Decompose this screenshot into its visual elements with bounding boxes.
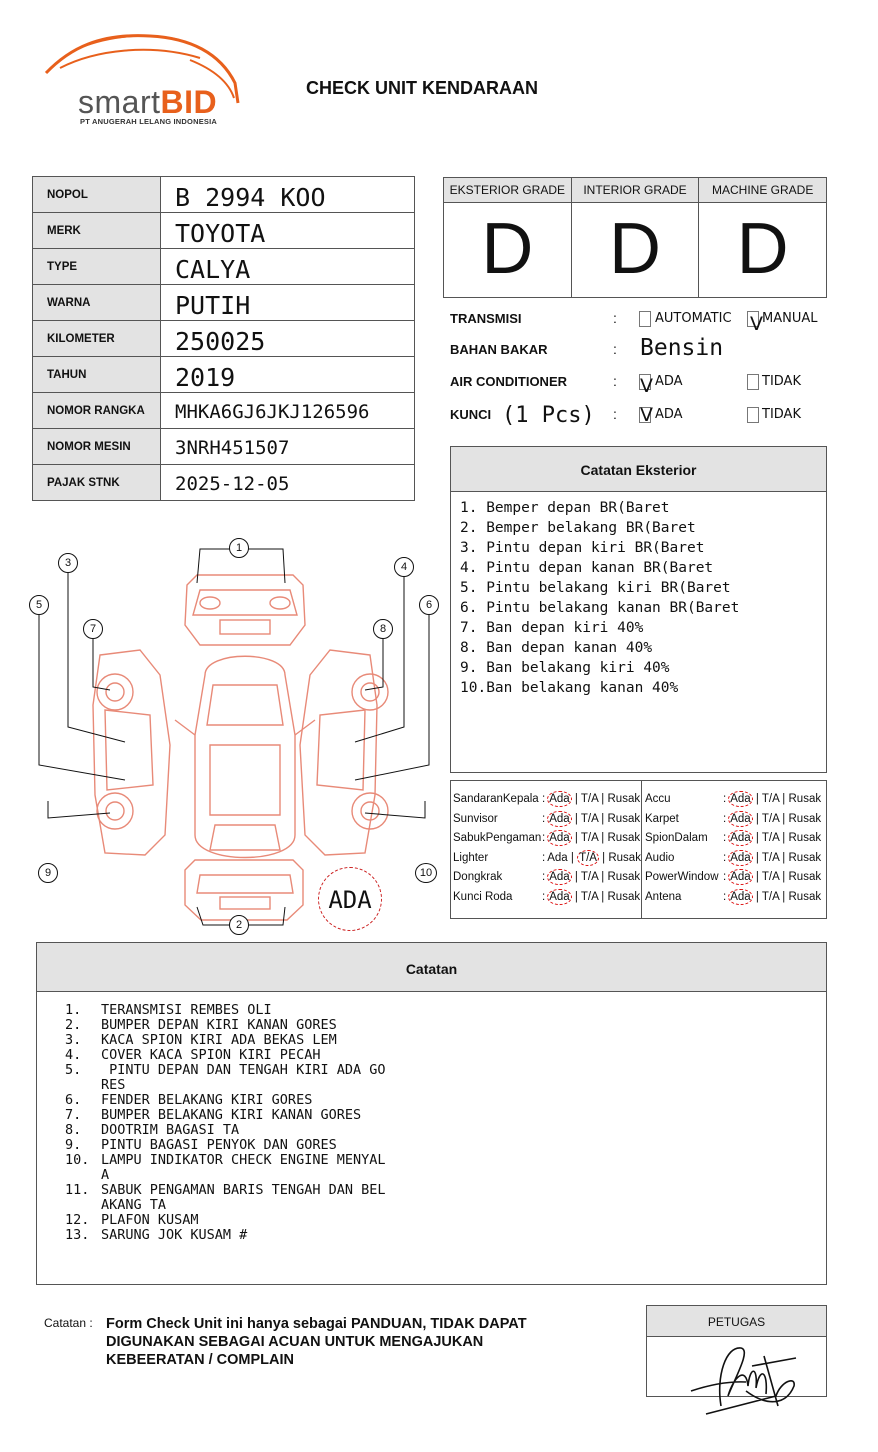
automatic-option-label: AUTOMATIC [655,311,732,326]
bahan-bakar-label: BAHAN BAKAR [450,342,548,357]
footer-disclaimer: Form Check Unit ini hanya sebagai PANDUAN, TIDAK DAPAT DIGUNAKAN SEBAGAI ACUAN UNTUK MENGAJUKAN KEBEERATAN / COMPLAIN [106,1316,527,1368]
checklist-item-name: Lighter [453,851,489,864]
checklist-options [723,868,821,888]
catatan-line-text: SARUNG JOK KUSAM # [101,1227,248,1243]
option-separator: | [598,890,608,903]
vehicle-value: 2025-12-05 [161,465,415,501]
option-ada[interactable]: Ada [730,890,751,903]
option-ta[interactable]: T/A [761,793,780,805]
option-separator: | [571,832,581,844]
option-rusak[interactable]: Rusak [607,812,641,825]
option-ada[interactable]: Ada [549,812,570,825]
vehicle-row-tahun [33,357,415,393]
catatan-line [65,1213,826,1228]
document-title: CHECK UNIT KENDARAAN [306,78,538,98]
vehicle-label: PAJAK STNK [33,465,161,501]
catatan-line-number: 7. [65,1107,82,1123]
catatan-line-number: 12. [65,1212,90,1228]
exterior-note-item: 4. Pintu depan kanan BR(Baret [460,560,714,576]
vehicle-label: TAHUN [33,357,161,393]
catatan-line-number: 9. [65,1137,82,1153]
manual-option-label: MANUAL [762,311,818,326]
interior-checklist-panel [450,780,827,919]
catatan-line-number: 5. [65,1062,82,1078]
colon: : [613,310,617,326]
grade-label: INTERIOR GRADE [572,178,699,203]
catatan-line-text: RES [101,1077,126,1093]
checklist-options [542,810,640,830]
catatan-line [65,1063,826,1078]
checklist-row [645,888,825,908]
option-separator: | [567,851,578,864]
ac-tidak-label: TIDAK [762,374,801,389]
kunci-tidak-label: TIDAK [762,407,801,422]
colon: : [542,851,546,864]
logo-company-name: PT ANUGERAH LELANG INDONESIA [80,117,217,126]
checklist-row [645,868,825,888]
option-ta[interactable]: T/A [579,851,597,864]
grade-exterior [444,178,572,297]
checklist-options [723,829,821,849]
option-ta[interactable]: T/A [761,871,780,883]
transmisi-label: TRANSMISI [450,311,522,326]
option-separator: | [598,832,608,844]
checklist-item-name: Accu [645,793,671,805]
vehicle-value: 250025 [161,321,415,357]
exterior-note-item: 10.Ban belakang kanan 40% [460,680,679,696]
option-ta[interactable]: T/A [761,851,780,864]
option-ta[interactable]: T/A [761,832,780,844]
vehicle-value: 3NRH451507 [161,429,415,465]
grade-machine [699,178,826,297]
grade-label: EKSTERIOR GRADE [444,178,571,203]
callout-6: 6 [419,595,439,615]
catatan-line [65,1108,826,1123]
vehicle-row-nomor-rangka [33,393,415,429]
checklist-item-name: Audio [645,851,675,864]
catatan-line-number: 4. [65,1047,82,1063]
catatan-line-number [65,1168,101,1183]
vehicle-label: NOMOR MESIN [33,429,161,465]
vehicle-row-merk [33,213,415,249]
grade-value: D [736,209,789,289]
option-ada[interactable]: Ada [730,793,751,805]
option-rusak[interactable]: Rusak [788,812,822,825]
grade-value: D [481,209,534,289]
catatan-line-number: 6. [65,1092,82,1108]
checklist-item-name: SpionDalam [645,832,708,844]
option-ta[interactable]: T/A [580,812,599,825]
vehicle-row-warna [33,285,415,321]
catatan-line-number: 2. [65,1017,82,1033]
option-separator: | [598,812,608,825]
colon: : [723,812,727,825]
exterior-note-item: 3. Pintu depan kiri BR(Baret [460,540,705,556]
vehicle-label: KILOMETER [33,321,161,357]
kunci-count: (1 Pcs) [502,403,595,428]
colon: : [542,871,546,883]
option-separator: | [752,851,762,864]
option-ta[interactable]: T/A [580,871,599,883]
checklist-item-name: Karpet [645,812,679,825]
option-rusak[interactable]: Rusak [607,832,641,844]
vehicle-label: WARNA [33,285,161,321]
vehicle-label: MERK [33,213,161,249]
logo-wordmark: smartBID [78,84,218,120]
checklist-options [542,868,640,888]
exterior-note-item: 6. Pintu belakang kanan BR(Baret [460,600,740,616]
catatan-line-text: BUMPER DEPAN KIRI KANAN GORES [101,1017,337,1033]
callout-1: 1 [229,538,249,558]
colon: : [723,890,727,903]
catatan-line [65,1168,826,1183]
catatan-line-text: SABUK PENGAMAN BARIS TENGAH DAN BEL [101,1182,386,1198]
catatan-line [65,1018,826,1033]
exterior-notes-title: Catatan Eksterior [451,447,826,492]
catatan-line-text: PLAFON KUSAM [101,1212,199,1228]
vehicle-value: MHKA6GJ6JKJ126596 [161,393,415,429]
ac-label: AIR CONDITIONER [450,374,567,389]
colon: : [613,406,617,422]
option-separator: | [779,812,789,825]
catatan-title: Catatan [37,943,826,992]
checklist-row [645,810,825,830]
catatan-line-number: 1. [65,1002,82,1018]
vehicle-row-nomor-mesin [33,429,415,465]
vehicle-info-table [32,176,415,501]
checklist-item-name: Kunci Roda [453,890,513,903]
checklist-row [453,829,641,849]
option-separator: | [779,793,789,805]
catatan-line-text: A [101,1167,110,1183]
callout-10: 10 [415,863,437,883]
option-separator: | [779,890,789,903]
option-rusak[interactable]: Rusak [788,851,822,864]
exterior-note-item: 7. Ban depan kiri 40% [460,620,644,636]
catatan-line [65,1228,826,1243]
kunci-ada-label: ADA [655,407,683,422]
catatan-line-number: 10. [65,1152,90,1168]
option-ada[interactable]: Ada [549,832,570,844]
checklist-item-name: SandaranKepala [453,793,539,805]
catatan-line-text: AKANG TA [101,1197,167,1213]
option-ada[interactable]: Ada [549,890,570,903]
vehicle-value: 2019 [161,357,415,393]
option-separator: | [752,832,762,844]
checklist-row [453,849,641,869]
catatan-line [65,1033,826,1048]
petugas-label: PETUGAS [647,1306,826,1337]
catatan-line-text: FENDER BELAKANG KIRI GORES [101,1092,313,1108]
option-ada[interactable]: Ada [547,851,568,864]
option-separator: | [752,871,762,883]
catatan-line [65,1198,826,1213]
catatan-line-number [65,1198,101,1213]
checklist-right-column [645,790,825,907]
checklist-row [645,829,825,849]
vehicle-label: NOMOR RANGKA [33,393,161,429]
car-damage-diagram [25,535,445,940]
option-ta[interactable]: T/A [761,890,780,903]
option-rusak[interactable]: Rusak [788,793,822,805]
checklist-item-name: SabukPengaman [453,832,542,844]
catatan-line-number: 13. [65,1227,90,1243]
checklist-row [645,849,825,869]
option-ada[interactable]: Ada [730,871,751,883]
check-mark-icon: V [750,313,763,335]
option-separator: | [779,851,789,864]
callout-4: 4 [394,557,414,577]
checklist-options [542,790,640,810]
exterior-note-item: 2. Bemper belakang BR(Baret [460,520,696,536]
ada-stamp: ADA [318,867,382,931]
option-rusak[interactable]: Rusak [607,793,641,805]
catatan-line-text: BUMPER BELAKANG KIRI KANAN GORES [101,1107,362,1123]
colon: : [542,832,546,844]
checklist-options [723,790,821,810]
checklist-options [723,810,821,830]
catatan-line [65,1123,826,1138]
checklist-options [723,888,821,908]
option-separator: | [598,793,608,805]
option-ta[interactable]: T/A [580,832,599,844]
catatan-line [65,1093,826,1108]
vehicle-row-kilometer [33,321,415,357]
callout-7: 7 [83,619,103,639]
colon: : [723,793,727,805]
vehicle-row-type [33,249,415,285]
checklist-options [542,829,640,849]
option-separator: | [598,851,609,864]
checklist-left-column [453,790,641,907]
exterior-note-item: 1. Bemper depan BR(Baret [460,500,670,516]
option-separator: | [752,812,762,825]
option-ta[interactable]: T/A [761,812,780,825]
catatan-line [65,1138,826,1153]
vehicle-value: CALYA [161,249,415,285]
option-ada[interactable]: Ada [730,812,751,825]
vehicle-label: NOPOL [33,177,161,213]
callout-9: 9 [38,863,58,883]
signature-icon [686,1336,802,1418]
option-separator: | [571,812,581,825]
callout-3: 3 [58,553,78,573]
callout-8: 8 [373,619,393,639]
checklist-divider [641,781,642,918]
checklist-row [453,810,641,830]
checklist-row [453,868,641,888]
catatan-line-number [65,1078,101,1093]
option-rusak[interactable]: Rusak [607,890,641,903]
catatan-line-number: 3. [65,1032,82,1048]
option-rusak[interactable]: Rusak [607,871,641,883]
catatan-line [65,1183,826,1198]
grade-interior [572,178,700,297]
option-ada[interactable]: Ada [730,851,751,864]
grades-panel [443,177,827,298]
callout-2: 2 [229,915,249,935]
automatic-checkbox[interactable] [639,311,651,327]
ac-ada-label: ADA [655,374,683,389]
exterior-note-item: 9. Ban belakang kiri 40% [460,660,670,676]
check-mark-icon: V [640,404,653,426]
option-rusak[interactable]: Rusak [608,851,641,864]
option-ada[interactable]: Ada [730,832,751,844]
option-ada[interactable]: Ada [549,871,570,883]
checklist-item-name: PowerWindow [645,871,719,883]
option-separator: | [571,793,581,805]
catatan-line-text: DOOTRIM BAGASI TA [101,1122,240,1138]
option-ada[interactable]: Ada [549,793,570,805]
vehicle-row-pajak-stnk [33,465,415,501]
catatan-line-text: TERANSMISI REMBES OLI [101,1002,272,1018]
kunci-tidak-checkbox[interactable] [747,407,759,423]
option-separator: | [752,793,762,805]
catatan-list [37,992,826,1243]
ac-tidak-checkbox[interactable] [747,374,759,390]
vehicle-label: TYPE [33,249,161,285]
vehicle-value: PUTIH [161,285,415,321]
checklist-options [542,888,640,908]
colon: : [613,341,617,357]
vehicle-row-nopol [33,177,415,213]
option-separator: | [779,832,789,844]
exterior-notes-list [451,492,826,698]
colon: : [723,851,727,864]
option-rusak[interactable]: Rusak [788,871,822,883]
footer-label: Catatan : [44,1316,93,1330]
checklist-item-name: Antena [645,890,682,903]
option-separator: | [571,890,581,903]
catatan-line [65,1003,826,1018]
exterior-note-item: 5. Pintu belakang kiri BR(Baret [460,580,731,596]
catatan-line-text: KACA SPION KIRI ADA BEKAS LEM [101,1032,337,1048]
catatan-line-number: 8. [65,1122,82,1138]
checklist-row [453,888,641,908]
catatan-line [65,1048,826,1063]
exterior-notes-panel [450,446,827,773]
checklist-options [723,849,821,869]
exterior-note-item: 8. Ban depan kanan 40% [460,640,653,656]
checklist-item-name: Dongkrak [453,871,503,883]
catatan-line-text: LAMPU INDIKATOR CHECK ENGINE MENYAL [101,1152,386,1168]
catatan-panel [36,942,827,1285]
grade-value: D [609,209,661,289]
catatan-line [65,1153,826,1168]
kunci-label: KUNCI [450,407,492,422]
colon: : [542,812,546,825]
checklist-item-name: Sunvisor [453,812,498,825]
colon: : [723,832,727,844]
grade-label: MACHINE GRADE [699,178,826,203]
catatan-line-text: COVER KACA SPION KIRI PECAH [101,1047,321,1063]
checklist-row [453,790,641,810]
option-separator: | [752,890,762,903]
colon: : [723,871,727,883]
option-rusak[interactable]: Rusak [788,832,822,844]
colon: : [542,793,546,805]
option-ta[interactable]: T/A [580,890,599,903]
check-mark-icon: V [640,375,653,397]
callout-5: 5 [29,595,49,615]
option-separator: | [571,871,581,883]
option-separator: | [779,871,789,883]
option-rusak[interactable]: Rusak [788,890,822,903]
colon: : [613,373,617,389]
option-ta[interactable]: T/A [580,793,599,805]
catatan-line-text: PINTU BAGASI PENYOK DAN GORES [101,1137,337,1153]
catatan-line [65,1078,826,1093]
checklist-row [645,790,825,810]
colon: : [542,890,546,903]
catatan-line-number: 11. [65,1182,90,1198]
vehicle-value: TOYOTA [161,213,415,249]
vehicle-value: B 2994 KOO [161,177,415,213]
catatan-line-text: PINTU DEPAN DAN TENGAH KIRI ADA GO [101,1062,386,1078]
checklist-options [542,849,641,869]
bahan-bakar-value: Bensin [640,335,724,361]
option-separator: | [598,871,608,883]
